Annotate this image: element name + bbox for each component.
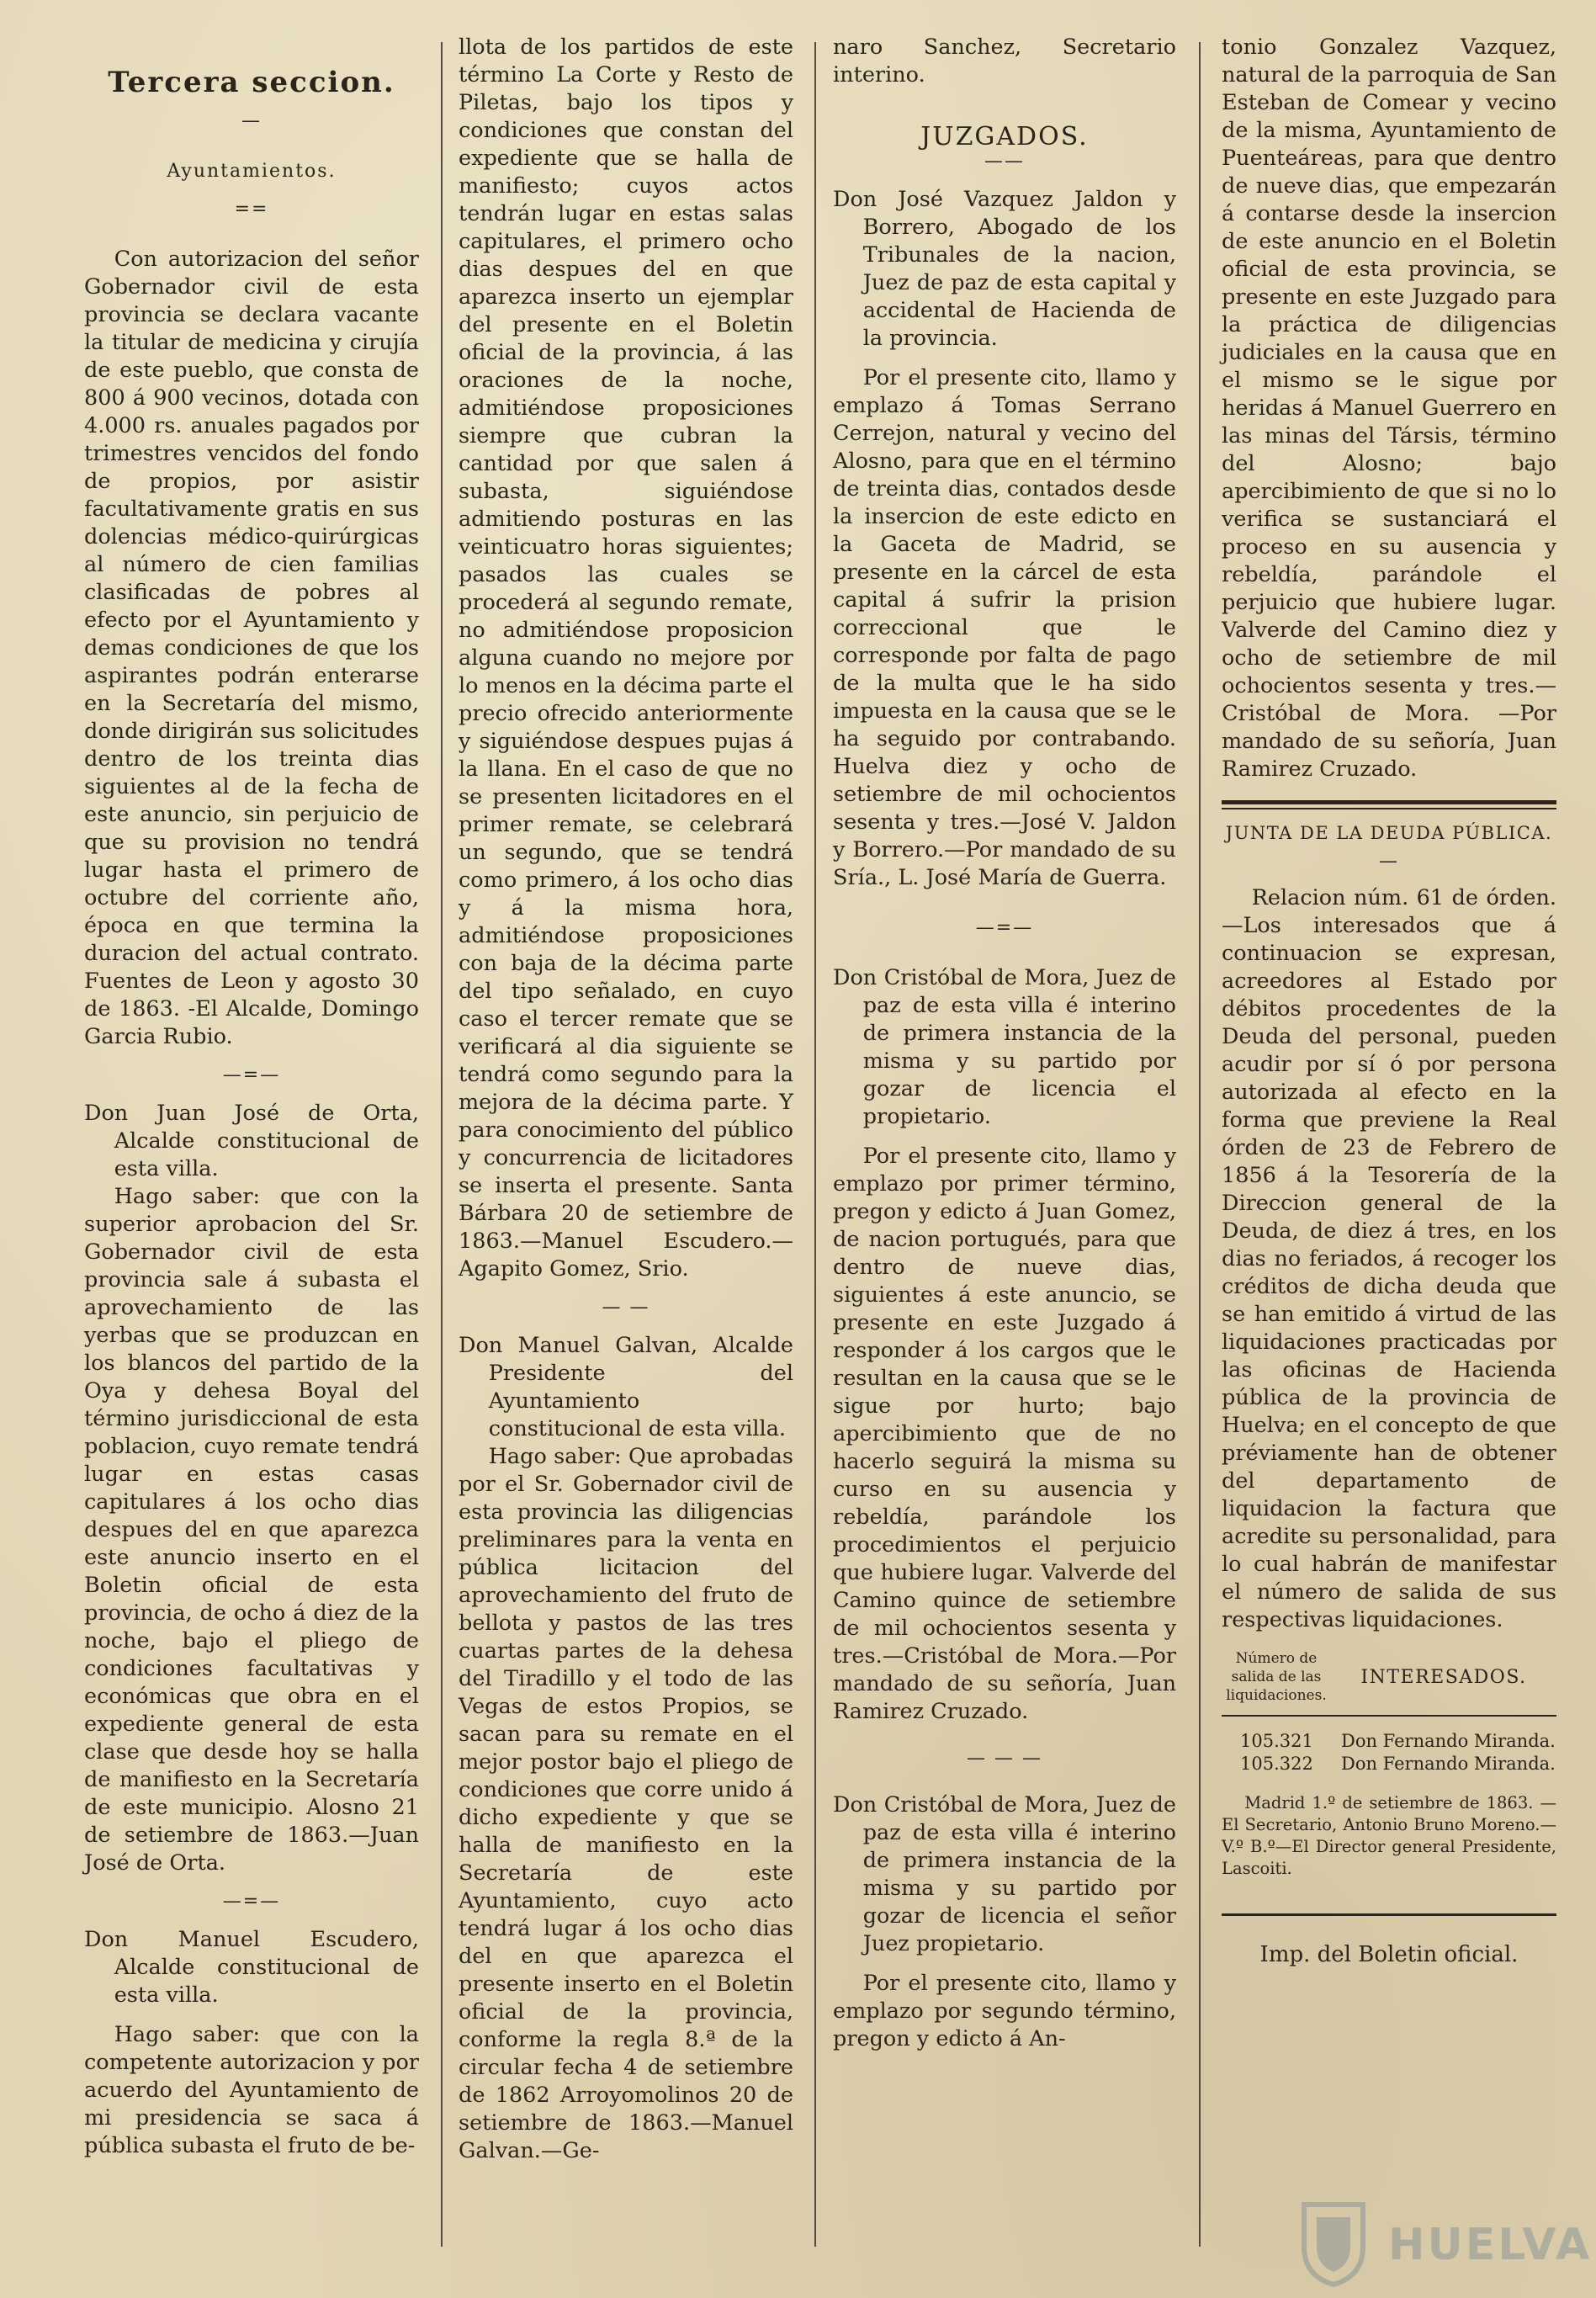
separator: —=—	[222, 1891, 281, 1912]
separator: ==	[234, 199, 269, 220]
crest-icon	[1296, 2188, 1371, 2289]
notice-paragraph: naro Sanchez, Secretario interino.	[833, 34, 1176, 88]
stamp-text: HUELVA	[1388, 2220, 1593, 2270]
column-1	[84, 34, 419, 2160]
row-name: Don Fernando Miranda.	[1341, 1754, 1556, 1774]
notice-paragraph: llota de los partidos de este término La Corte y Resto de Piletas, bajo los tipos y condiciones que constan del expediente que se halla de manifiesto; cuyos actos tendrán lugar en estas salas capitulares, el primero ocho dias despues del en que aparezca inserto un ejemplar del presente en el Boletin oficial de la provincia, á las oraciones de la noche, admitiéndose proposiciones siempre que cubran la cantidad por que salen á subasta, siguiéndose admitiendo posturas en las veinticuatro horas siguientes; pasados las cuales se procederá al segundo remate, no admitiéndose proposicion alguna cuando no mejore por lo menos en la décima parte el precio ofrecido anteriormente y siguiéndose despues pujas á la llana. En el caso de que no se presenten licitadores en el primer remate, se celebrará un segundo, que se tendrá como primero, á los ocho dias y á la misma hora, admitiéndose proposiciones con baja de la décima parte del tipo señalado, en cuyo caso el tercer remate que se verificará al dia siguiente se tendrá como segundo para la mejora de la décima parte. Y para conocimiento del público y concurrencia de licitadores se inserta el presente. Santa Bárbara 20 de setiembre de 1863.—Manuel Escudero.—Agapito Gomez, Srio.	[459, 34, 793, 1282]
column-4	[1222, 34, 1556, 1969]
notice-paragraph: Hago saber: que con la competente autorizacion y por acuerdo del Ayuntamiento de mi presidencia se saca á pública subasta el fruto de be-	[84, 2022, 419, 2158]
column-2	[459, 34, 793, 2165]
notice-paragraph: Por el presente cito, llamo y emplazo por primer término, pregon y edicto á Juan Gomez, de nacion portugués, para que dentro de nueve dias, siguientes á este anuncio, se presente en este Juzgado á responder á los cargos que le resultan en la causa que se le sigue por hurto; bajo apercibimiento que de no hacerlo seguirá la misma su curso en su ausencia y rebeldía, parándole los procedimientos el perjuicio que hubiere lugar. Valverde del Camino quince de setiembre de mil ochocientos sesenta y tres.—Cristóbal de Mora.—Por mandado de su señoría, Juan Ramirez Cruzado.	[833, 1144, 1176, 1724]
notice-paragraph: Hago saber: Que aprobadas por el Sr. Gobernador civil de esta provincia las diligencias preliminares para la venta en pública licitacion del aprovechamiento del fruto de bellota y pastos de las tres cuartas partes de la dehesa del Tiradillo y el todo de las Vegas de estos Propios, se sacan para su remate en el mejor postor bajo el pliego de condiciones que corre unido á dicho expediente y que se halla de manifiesto en la Secretaría de este Ayuntamiento, cuyo acto tendrá lugar á los ocho dias del en que aparezca el presente inserto en el Boletin oficial de la provincia, conforme la regla 8.ª de la circular fecha 4 de setiembre de 1862 Arroyomolinos 20 de setiembre de 1863.—Manuel Galvan.—Ge-	[459, 1444, 793, 2163]
separator: —	[1379, 851, 1399, 872]
section-title: JUZGADOS.	[920, 122, 1089, 151]
row-name: Don Fernando Miranda.	[1341, 1731, 1556, 1751]
separator: — —	[602, 1297, 650, 1318]
column-rule	[1199, 42, 1201, 2247]
separator: —	[241, 110, 262, 131]
notice-paragraph: Por el presente cito, llamo y emplazo á Tomas Serrano Cerrejon, natural y vecino del Alosno, para que en el término de treinta dias, contados desde la insercion de este edicto en la Gaceta de Madrid, se presente en la cárcel de esta capital á sufrir la prision correccional que le corresponde por falta de pago de la multa que le ha sido impuesta en la causa que se le ha seguido por contrabando. Huelva diez y ocho de setiembre de mil ochocientos sesenta y tres.—José V. Jaldon y Borrero.—Por mandado de su Sría., L. José María de Guerra.	[833, 365, 1176, 890]
row-number: 105.322	[1240, 1754, 1313, 1774]
notice-paragraph: Por el presente cito, llamo y emplazo por segundo término, pregon y edicto á An-	[833, 1971, 1176, 2051]
section-rule	[1222, 808, 1556, 809]
section-title: JUNTA DE LA DEUDA PÚBLICA.	[1225, 823, 1553, 843]
notice-paragraph: tonio Gonzalez Vazquez, natural de la parroquia de San Esteban de Comear y vecino de la misma, Ayuntamiento de Puenteáreas, para que dentro de nueve dias, que empezarán á contarse desde la insercion de este anuncio en el Boletin oficial de esta provincia, se presente en este Juzgado para la práctica de diligencias judiciales en la causa que en el mismo se le sigue por heridas á Manuel Guerrero en las minas del Társis, término del Alosno; bajo apercibimiento de que si no lo verifica se sustanciará el proceso en su ausencia y rebeldía, parándole el perjuicio que hubiere lugar. Valverde del Camino diez y ocho de setiembre de mil ochocientos sesenta y tres.—Cristóbal de Mora. —Por mandado de su señoría, Juan Ramirez Cruzado.	[1222, 34, 1556, 782]
section-title: Tercera seccion.	[108, 66, 395, 99]
table-rule	[1222, 1715, 1556, 1717]
subheading: Ayuntamientos.	[167, 161, 337, 182]
notice-paragraph: Hago saber: que con la superior aprobacion del Sr. Gobernador civil de esta provincia sale á subasta el aprovechamiento de las yerbas que se produzcan en los blancos del partido de la Oya y dehesa Boyal del término jurisdiccional de esta poblacion, cuyo remate tendrá lugar en estas casas capitulares á los ocho dias despues del en que aparezca este anuncio inserto en el Boletin oficial de esta provincia, de ocho á diez de la noche, bajo el pliego de condiciones facultativas y económicas que obra en el expediente general de esta clase que desde hoy se halla de manifiesto en la Secretaría de este municipio. Alosno 21 de setiembre de 1863.—Juan José de Orta.	[84, 1184, 419, 1876]
footer-note: Madrid 1.º de setiembre de 1863. —El Secretario, Antonio Bruno Moreno.—V.º B.º—El Director general Presidente, Lascoiti.	[1222, 1793, 1556, 1878]
notice-heading: Don Cristóbal de Mora, Juez de paz de esta villa é interino de primera instancia de la misma y su partido por gozar de licencia el propietario.	[833, 965, 1176, 1129]
notice-heading: Don Manuel Escudero, Alcalde constitucional de esta villa.	[84, 1927, 419, 2008]
column-rule	[441, 42, 443, 2247]
column-header-interesados: INTERESADOS.	[1360, 1666, 1527, 1688]
notice-heading: Don Manuel Galvan, Alcalde Presidente del Ayuntamiento constitucional de esta villa.	[459, 1333, 793, 1441]
notice-heading: Don Cristóbal de Mora, Juez de paz de esta villa é interino de primera instancia de la misma y su partido por gozar de licencia el señor Juez propietario.	[833, 1792, 1176, 1956]
table-header	[1222, 1649, 1556, 1705]
notice-heading: Don José Vazquez Jaldon y Borrero, Abogado de los Tribunales de la nacion, Juez de paz de esta capital y accidental de Hacienda de la provincia.	[833, 187, 1176, 351]
end-rule	[1222, 1913, 1556, 1916]
library-stamp	[1296, 2188, 1593, 2289]
section-rule	[1222, 800, 1556, 804]
row-number: 105.321	[1240, 1731, 1313, 1751]
column-header-number: Número de salida de las liquidaciones.	[1226, 1650, 1327, 1704]
imprint: Imp. del Boletin oficial.	[1259, 1942, 1519, 1967]
notice-paragraph: Relacion núm. 61 de órden.—Los interesados que á continuacion se expresan, acreedores al Estado por débitos procedentes de la Deuda del personal, pueden acudir por sí ó por persona autorizada al efecto en la forma que previene la Real órden de 23 de Febrero de 1856 á la Tesorería de la Direccion general de la Deuda, de diez á tres, en los dias no feriados, á recoger los créditos de dicha deuda que se han emitido á virtud de las liquidaciones practicadas por las oficinas de Hacienda pública de la provincia de Huelva; en el concepto de que préviamente han de obtener del departamento de liquidacion la factura que acredite su personalidad, para lo cual habrán de manifestar el número de salida de sus respectivas liquidaciones.	[1222, 885, 1556, 1632]
separator: ——	[984, 151, 1025, 172]
separator: — — —	[967, 1748, 1042, 1769]
separator: —=—	[222, 1064, 281, 1085]
separator: —=—	[975, 917, 1034, 938]
notice-heading: Don Juan José de Orta, Alcalde constitucional de esta villa.	[84, 1101, 419, 1181]
notice-paragraph: Con autorizacion del señor Gobernador civil de esta provincia se declara vacante la titular de medicina y cirujía de este pueblo, que consta de 800 á 900 vecinos, dotada con 4.000 rs. anuales pagados por trimestres vencidos del fondo de propios, por asistir facultativamente gratis en sus dolencias médico-quirúrgicas al número de cien familias clasificadas de pobres al efecto por el Ayuntamiento y demas condiciones de que los aspirantes podrán enterarse en la Secretaría del mismo, donde dirigirán sus solicitudes dentro de los treinta dias siguientes al de la fecha de este anuncio, sin perjuicio de que su provision no tendrá lugar hasta el primero de octubre del corriente año, época en que termina la duracion del actual contrato. Fuentes de Leon y agosto 30 de 1863. -El Alcalde, Domingo Garcia Rubio.	[84, 247, 419, 1049]
table-row	[1222, 1753, 1556, 1775]
column-3	[833, 34, 1176, 2053]
table-row	[1222, 1730, 1556, 1753]
column-rule	[814, 42, 816, 2247]
